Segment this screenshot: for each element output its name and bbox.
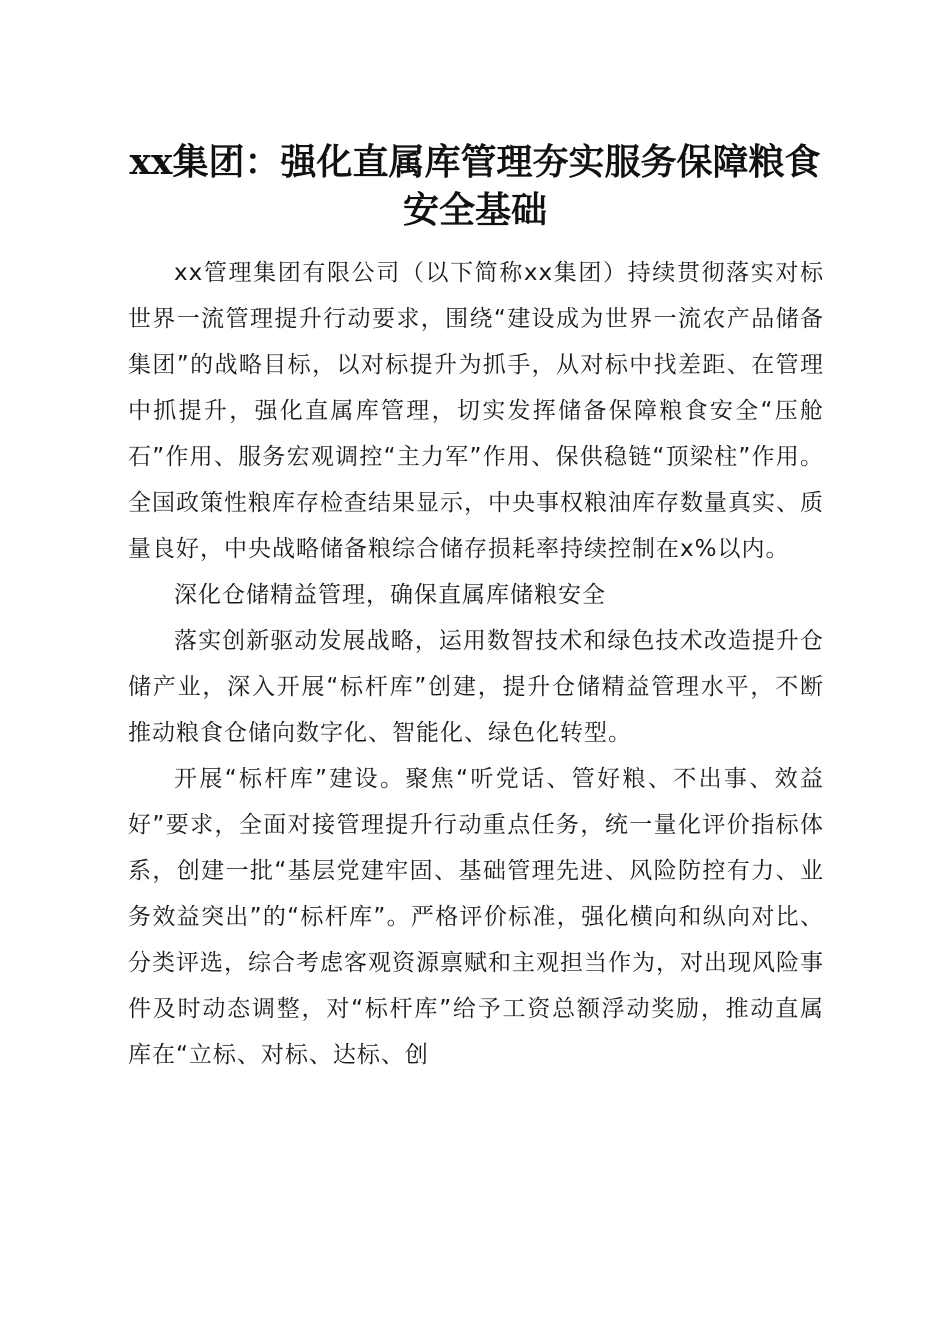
document-title	[100, 138, 850, 234]
title-line-1: xx集团：强化直属库管理夯实服务保障粮食	[129, 141, 821, 183]
paragraph-intro: xx管理集团有限公司（以下简称xx集团）持续贯彻落实对标世界一流管理提升行动要求，围绕“建设成为世界一流农产品储备集团”的战略目标，以对标提升为抓手，从对标中找差距、在管理中抓提升，强化直属库管理，切实发挥储备保障粮食安全“压舱石”作用、服务宏观调控“主力军”作用、保供稳链“顶梁柱”作用。全国政策性粮库存检查结果显示，中央事权粮油库存数量真实、质量良好，中央战略储备粮综合储存损耗率持续控制在x%以内。	[128, 260, 824, 562]
paragraph-benchmark: 开展“标杆库”建设。聚焦“听党话、管好粮、不出事、效益好”要求，全面对接管理提升行动重点任务，统一量化评价指标体系，创建一批“基层党建牢固、基础管理先进、风险防控有力、业务效益突出”的“标杆库”。严格评价标准，强化横向和纵向对比、分类评选，综合考虑客观资源禀赋和主观担当作为，对出现风险事件及时动态调整，对“标杆库”给予工资总额浮动奖励，推动直属库在“立标、对标、达标、创	[128, 766, 824, 1068]
paragraph-strategy: 落实创新驱动发展战略，运用数智技术和绿色技术改造提升仓储产业，深入开展“标杆库”创建，提升仓储精益管理水平，不断推动粮食仓储向数字化、智能化、绿色化转型。	[128, 628, 824, 746]
section-heading: 深化仓储精益管理，确保直属库储粮安全	[174, 582, 606, 608]
document-body	[128, 250, 824, 1078]
title-line-2: 安全基础	[402, 189, 547, 231]
